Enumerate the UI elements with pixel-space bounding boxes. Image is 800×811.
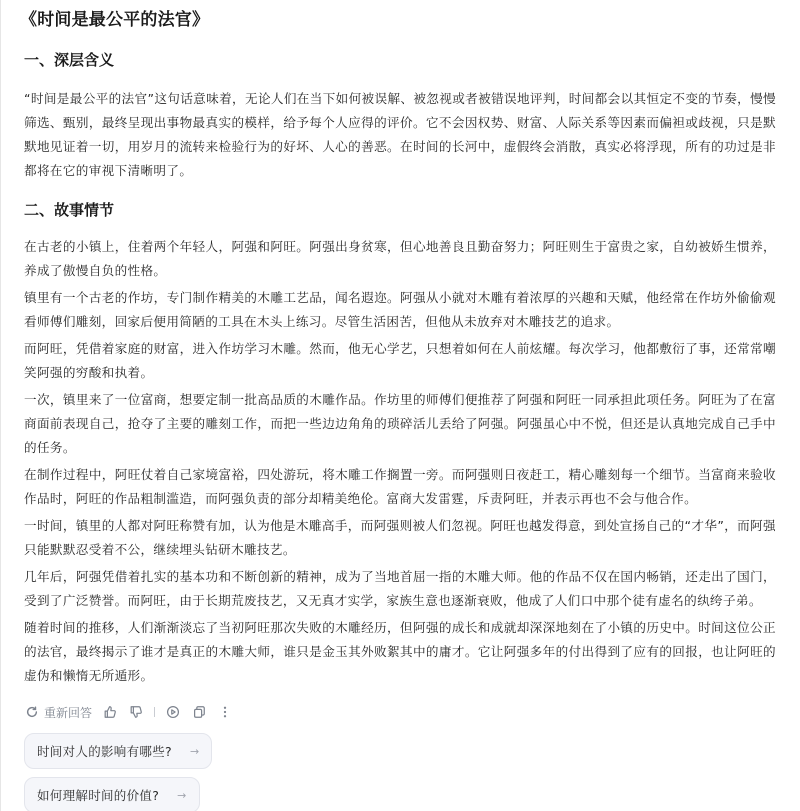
copy-icon[interactable] [191,704,207,720]
arrow-right-icon: → [177,788,187,802]
paragraph: 在古老的小镇上，住着两个年轻人，阿强和阿旺。阿强出身贫寒，但心地善良且勤奋努力；阿旺则生于富贵之家，自幼被娇生惯养，养成了傲慢自负的性格。 [24,239,776,278]
thumbs-up-icon[interactable] [102,704,118,720]
more-icon[interactable] [217,704,233,720]
document-title: 《时间是最公平的法官》 [20,10,210,30]
thumbs-down-icon[interactable] [128,704,144,720]
suggestion-chip[interactable] [24,733,212,769]
suggestion-chip[interactable] [24,777,200,811]
paragraph: 在制作过程中，阿旺仗着自己家境富裕，四处游玩，将木雕工作搁置一旁。而阿强则日夜赶工，精心雕刻每一个细节。当富商来验收作品时，阿旺的作品粗制滥造，而阿强负责的部分却精美绝伦。富商大发雷霆，斥责阿旺，并表示再也不会与他合作。 [24,467,776,506]
panel-left-border [0,0,1,811]
answer-action-bar [24,701,776,723]
suggested-questions [24,733,776,811]
section-heading-story: 二、故事情节 [24,201,115,219]
paragraph: 镇里有一个古老的作坊，专门制作精美的木雕工艺品，闻名遐迩。阿强从小就对木雕有着浓厚的兴趣和天赋，他经常在作坊外偷偷观看师傅们雕刻，回家后便用简陋的工具在木头上练习。尽管生活困苦，但他从未放弃对木雕技艺的追求。 [24,290,776,329]
paragraph: 一次，镇里来了一位富商，想要定制一批高品质的木雕作品。作坊里的师傅们便推荐了阿强和阿旺一同承担此项任务。阿旺为了在富商面前表现自己，抢夺了主要的雕刻工作，而把一些边边角角的琐碎活儿丢给了阿强。阿强虽心中不悦，但还是认真地完成自己手中的任务。 [24,392,776,455]
regenerate-label: 重新回答 [44,705,93,720]
action-divider [154,707,155,717]
section-heading-meaning: 一、深层含义 [24,51,115,69]
paragraph: “时间是最公平的法官”这句话意味着，无论人们在当下如何被误解、被忽视或者被错误地评判，时间都会以其恒定不变的节奏，慢慢筛选、甄别，最终呈现出事物最真实的模样，给予每个人应得的评价。它不会因权势、财富、人际关系等因素而偏袒或歧视，只是默默地见证着一切，用岁月的流转来检验行为的好坏、人心的善恶。在时间的长河中，虚假终会消散，真实必将浮现，所有的功过是非都将在它的审视下清晰明了。 [24,91,776,178]
paragraph: 一时间，镇里的人都对阿旺称赞有加，认为他是木雕高手，而阿强则被人们忽视。阿旺也越发得意，到处宣扬自己的“才华”，而阿强只能默默忍受着不公，继续埋头钻研木雕技艺。 [24,518,776,557]
paragraph: 随着时间的推移，人们渐渐淡忘了当初阿旺那次失败的木雕经历，但阿强的成长和成就却深深地刻在了小镇的历史中。时间这位公正的法官，最终揭示了谁才是真正的木雕大师，谁只是金玉其外败絮其中的庸才。它让阿强多年的付出得到了应有的回报，也让阿旺的虚伪和懒惰无所遁形。 [24,620,776,683]
paragraph: 几年后，阿强凭借着扎实的基本功和不断创新的精神，成为了当地首屈一指的木雕大师。他的作品不仅在国内畅销，还走出了国门，受到了广泛赞誉。而阿旺，由于长期荒废技艺，又无真才实学，家族生意也逐渐衰败，他成了人们口中那个徒有虚名的纨绔子弟。 [24,569,776,608]
suggestion-label: 时间对人的影响有哪些? [37,744,172,759]
play-icon[interactable] [165,704,181,720]
paragraph: 而阿旺，凭借着家庭的财富，进入作坊学习木雕。然而，他无心学艺，只想着如何在人前炫耀。每次学习，他都敷衍了事，还常常嘲笑阿强的穷酸和执着。 [24,341,776,380]
answer-content [20,0,776,811]
refresh-icon [24,704,40,720]
regenerate-button[interactable] [24,704,92,721]
suggestion-label: 如何理解时间的价值? [37,788,160,803]
arrow-right-icon: → [189,744,200,758]
